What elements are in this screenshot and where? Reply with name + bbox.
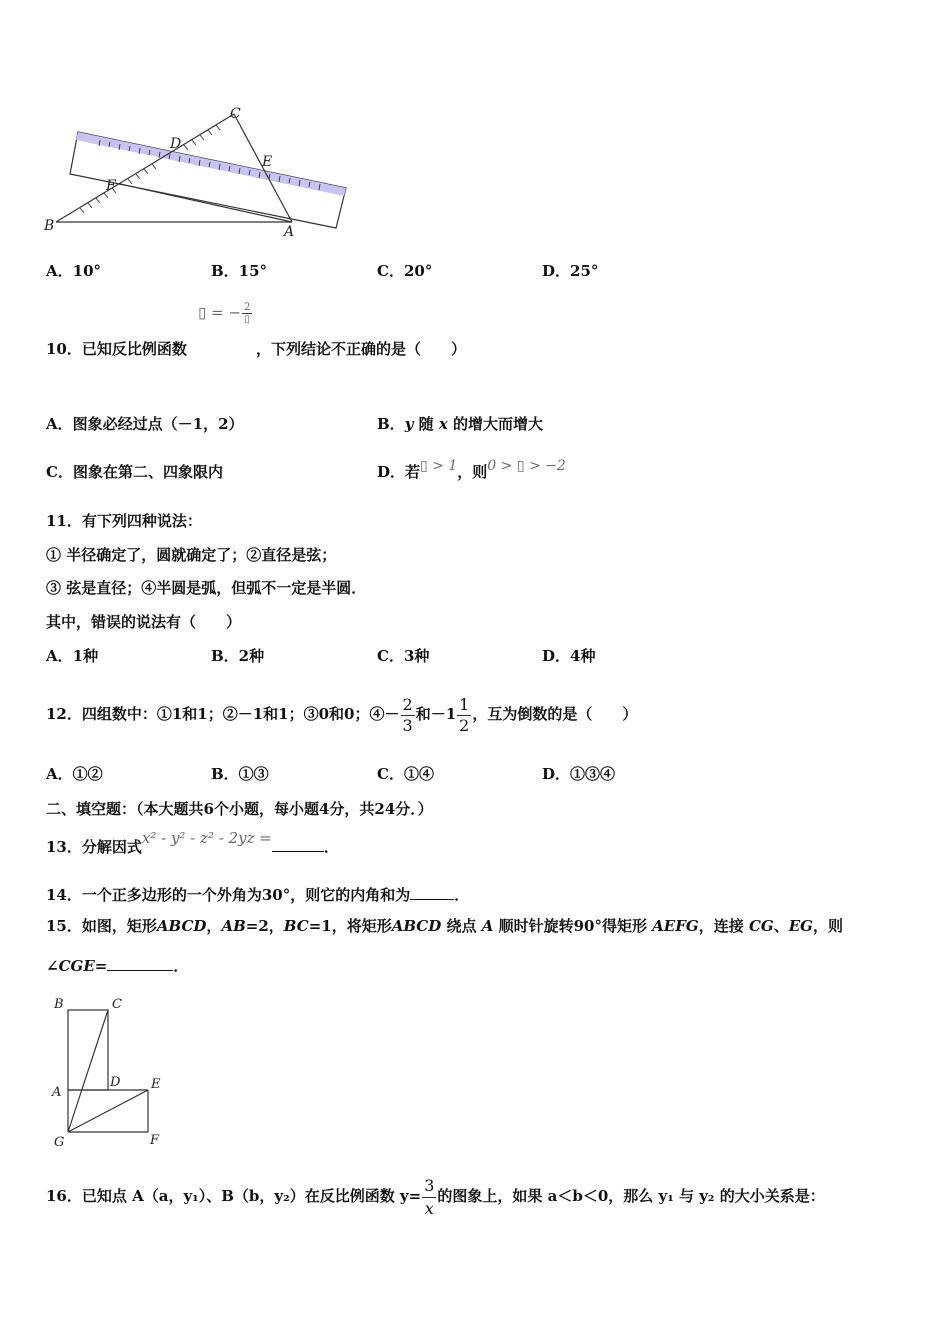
q13-blank (272, 835, 324, 852)
q15-abcd: ABCD (156, 917, 207, 935)
q11-option-c: C．3种 (377, 647, 430, 665)
q10-formula-num: 2 (243, 302, 251, 313)
q14-blank (410, 883, 454, 900)
label-c: C (112, 997, 122, 1012)
q15-aefg: AEFG (652, 917, 699, 935)
q9-option-c: C．20° (377, 262, 433, 280)
q12-option-a: A．①② (46, 765, 103, 783)
ruler-triangle-figure (40, 100, 360, 240)
q11-line1: ① 半径确定了，圆就确定了；②直径是弦； (46, 546, 337, 564)
q16-post: 的图象上，如果 a＜b＜0，那么 y₁ 与 y₂ 的大小关系是： (437, 1187, 825, 1205)
q13-expr: x² - y² - z² - 2yz = (141, 829, 272, 847)
q9-option-d: D．25° (542, 262, 599, 280)
q10-option-b-label: B． (377, 415, 405, 433)
q10-option-b-mid: 随 (413, 415, 439, 433)
q15-sep: 、 (773, 917, 789, 935)
q15-c1: ， (206, 917, 222, 935)
label-b: B (54, 997, 64, 1012)
q10-option-c: C．图象在第二、四象限内 (46, 463, 223, 481)
q15-bc: BC (283, 917, 309, 935)
q14-text: 14．一个正多边形的一个外角为30°，则它的内角和为 (46, 886, 411, 904)
q15-eq2: =1，将矩形 (308, 917, 392, 935)
q11-stem: 11．有下列四种说法： (46, 512, 202, 530)
rectangle-rotation-figure (46, 990, 176, 1150)
label-d: D (170, 136, 182, 152)
q14 (46, 883, 469, 905)
q15-cge: CGE (58, 957, 95, 975)
q15-line2 (46, 954, 188, 976)
q10-formula (198, 302, 253, 325)
section-2-heading: 二、填空题：（本大题共6个小题，每小题4分，共24分．） (46, 800, 433, 818)
q15-p1: 15．如图，矩形 (46, 917, 157, 935)
q12-option-b: B．①③ (211, 765, 269, 783)
q10-option-d (377, 458, 566, 483)
q9-option-b: B．15° (211, 262, 268, 280)
label-f: F (106, 178, 116, 194)
q13 (46, 829, 339, 857)
label-b: B (44, 218, 55, 234)
q15-p2: 绕点 (441, 917, 482, 935)
q15-cg: CG (748, 917, 774, 935)
q15-eq1: =2， (245, 917, 284, 935)
q15-ab: AB (221, 917, 246, 935)
label-a: A (52, 1085, 62, 1100)
q10-option-d-math2: 0 > ▯ > −2 (487, 458, 566, 474)
q12-frac2-den: 2 (459, 715, 470, 735)
label-c: C (230, 106, 241, 122)
q12-option-d: D．①③④ (542, 765, 616, 783)
q10-option-d-mid: ，则 (457, 463, 488, 481)
q10-option-b (377, 414, 543, 434)
label-g: G (54, 1135, 65, 1150)
q15-l2-post: ． (173, 957, 189, 975)
q12-stem (46, 688, 637, 740)
q15-angle: ∠ (46, 957, 59, 975)
q13-post: ． (323, 838, 339, 856)
label-e: E (151, 1077, 161, 1092)
q15-line1 (46, 916, 843, 936)
q10-option-b-x: x (438, 415, 448, 433)
q15-l2-eq: = (94, 957, 108, 975)
q12-mid: 和－1 (415, 705, 457, 723)
q14-post: ． (454, 886, 470, 904)
q10-option-b-y: y (404, 415, 414, 433)
q10-stem-pre: 10．已知反比例函数 (46, 340, 187, 358)
q10-option-b-post: 的增大而增大 (447, 415, 544, 433)
q16-frac-den: x (424, 1198, 434, 1218)
q12-frac1-num: 2 (402, 694, 413, 714)
label-f: F (150, 1133, 160, 1148)
label-d: D (110, 1075, 121, 1090)
q10-formula-den: ▯ (244, 314, 250, 325)
q16-pre: 16．已知点 A（a，y₁）、B（b，y₂）在反比例函数 y= (46, 1187, 422, 1205)
q11-line3: 其中，错误的说法有（ ） (46, 613, 242, 631)
q12-frac1-den: 3 (402, 715, 413, 735)
q11-option-a: A．1种 (46, 647, 99, 665)
q15-p5: ，则 (812, 917, 843, 935)
q12-pre: 12．四组数中：①1和1；②－1和1；③0和0；④－ (46, 705, 400, 723)
q10-formula-lhs: ▯ = − (198, 303, 241, 322)
q10-stem-post: ，下列结论不正确的是（ ） (256, 340, 467, 358)
q9-option-a: A．10° (46, 262, 102, 280)
q10-option-d-pre: D．若 (377, 463, 421, 481)
q11-option-b: B．2种 (211, 647, 265, 665)
q12-frac2-num: 1 (459, 694, 470, 714)
q11-option-d: D．4种 (542, 647, 596, 665)
label-a: A (284, 224, 295, 240)
q10-option-d-math1: ▯ > 1 (420, 458, 458, 474)
q11-line2: ③ 弦是直径；④半圆是弧，但弧不一定是半圆． (46, 579, 367, 597)
q15-abcd2: ABCD (391, 917, 442, 935)
q16-frac-num: 3 (422, 1175, 436, 1198)
q16 (46, 1170, 825, 1222)
label-e: E (262, 154, 273, 170)
q12-option-c: C．①④ (377, 765, 434, 783)
q15-a: A (481, 917, 494, 935)
q13-pre: 13．分解因式 (46, 838, 142, 856)
q12-post: ，互为倒数的是（ ） (472, 705, 638, 723)
q15-blank (107, 954, 173, 971)
q15-p4: ，连接 (698, 917, 749, 935)
q10-option-a: A．图象必经过点（－1，2） (46, 415, 244, 433)
q15-p3: 顺时针旋转90°得矩形 (493, 917, 653, 935)
q15-eg: EG (788, 917, 813, 935)
